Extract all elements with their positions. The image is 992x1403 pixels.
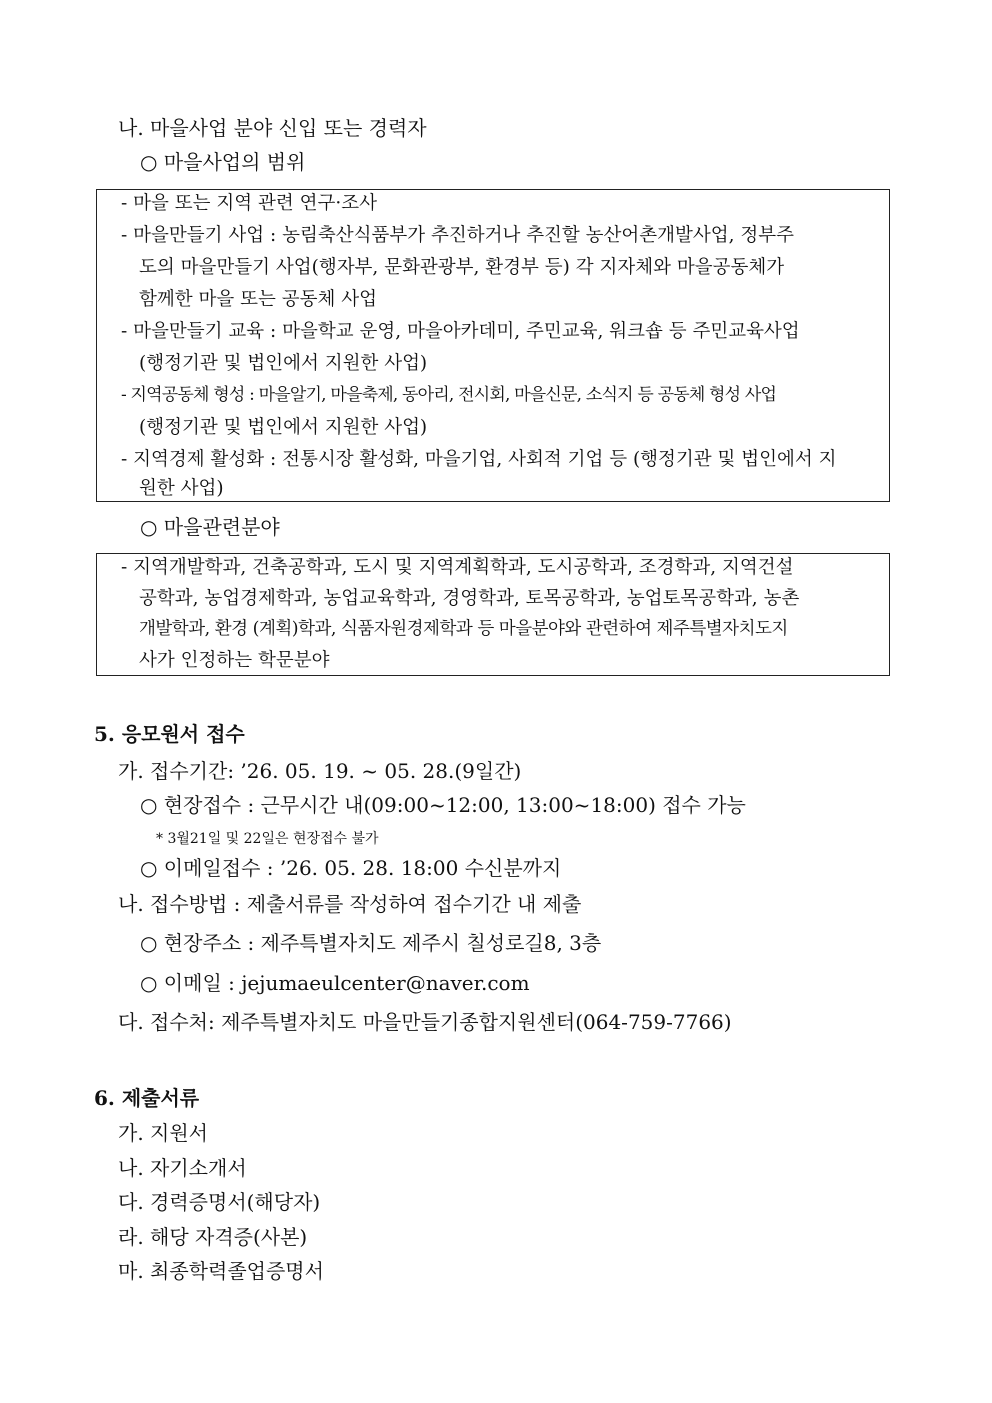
field-box — [96, 553, 890, 676]
list-item: 마. 최종학력졸업증명서 — [118, 1259, 324, 1283]
email-address: ○ 이메일 : jejumaeulcenter@naver.com — [140, 971, 530, 995]
list-item: 다. 경력증명서(해당자) — [118, 1190, 321, 1214]
onsite-note: * 3월21일 및 22일은 현장접수 불가 — [156, 831, 379, 847]
section-6-title: 6. 제출서류 — [94, 1086, 200, 1110]
list-item: 가. 지원서 — [118, 1121, 208, 1145]
scope-line: (행정기관 및 법인에서 지원한 사업) — [139, 417, 428, 438]
list-item: 나. 자기소개서 — [118, 1156, 247, 1180]
scope-line: (행정기관 및 법인에서 지원한 사업) — [139, 353, 428, 374]
scope-line: - 지역공동체 형성 : 마을알기, 마을축제, 동아리, 전시회, 마을신문, 소식지 등 공동체 형성 사업 — [121, 385, 777, 405]
field-line: 개발학과, 환경 (계획)학과, 식품자원경제학과 등 마을분야와 관련하여 제주특별자치도지 — [139, 619, 788, 639]
scope-line: 함께한 마을 또는 공동체 사업 — [139, 289, 377, 310]
onsite-address: ○ 현장주소 : 제주특별자치도 제주시 칠성로길8, 3층 — [140, 931, 602, 955]
email-receipt: ○ 이메일접수 : ’26. 05. 28. 18:00 수신분까지 — [140, 856, 562, 880]
onsite-receipt: ○ 현장접수 : 근무시간 내(09:00~12:00, 13:00~18:00) 접수 가능 — [140, 793, 746, 817]
scope-line: - 지역경제 활성화 : 전통시장 활성화, 마을기업, 사회적 기업 등 (행정기관 및 법인에서 지 — [121, 449, 837, 470]
subsection-heading: 나. 마을사업 분야 신입 또는 경력자 — [118, 116, 427, 140]
receipt-method: 나. 접수방법 : 제출서류를 작성하여 접수기간 내 제출 — [118, 892, 582, 916]
section-5-title: 5. 응모원서 접수 — [94, 722, 245, 746]
scope-line: - 마을 또는 지역 관련 연구·조사 — [121, 193, 377, 214]
receipt-period: 가. 접수기간: ’26. 05. 19. ~ 05. 28.(9일간) — [118, 759, 522, 783]
scope-line: 원한 사업) — [139, 478, 224, 499]
scope-line: 도의 마을만들기 사업(행자부, 문화관광부, 환경부 등) 각 지자체와 마을공동체가 — [139, 257, 785, 278]
scope-heading: ○ 마을사업의 범위 — [140, 150, 306, 174]
list-item: 라. 해당 자격증(사본) — [118, 1225, 308, 1249]
scope-line: - 마을만들기 교육 : 마을학교 운영, 마을아카데미, 주민교육, 워크숍 등 주민교육사업 — [121, 321, 800, 342]
field-line: 사가 인정하는 학문분야 — [139, 650, 330, 671]
scope-line: - 마을만들기 사업 : 농림축산식품부가 추진하거나 추진할 농산어촌개발사업, 정부주 — [121, 225, 795, 246]
field-heading: ○ 마을관련분야 — [140, 515, 280, 539]
scope-box — [96, 189, 890, 502]
field-line: - 지역개발학과, 건축공학과, 도시 및 지역계획학과, 도시공학과, 조경학과, 지역건설 — [121, 557, 794, 578]
field-line: 공학과, 농업경제학과, 농업교육학과, 경영학과, 토목공학과, 농업토목공학과, 농촌 — [139, 588, 800, 609]
receipt-place: 다. 접수처: 제주특별자치도 마을만들기종합지원센터(064-759-7766) — [118, 1010, 732, 1034]
